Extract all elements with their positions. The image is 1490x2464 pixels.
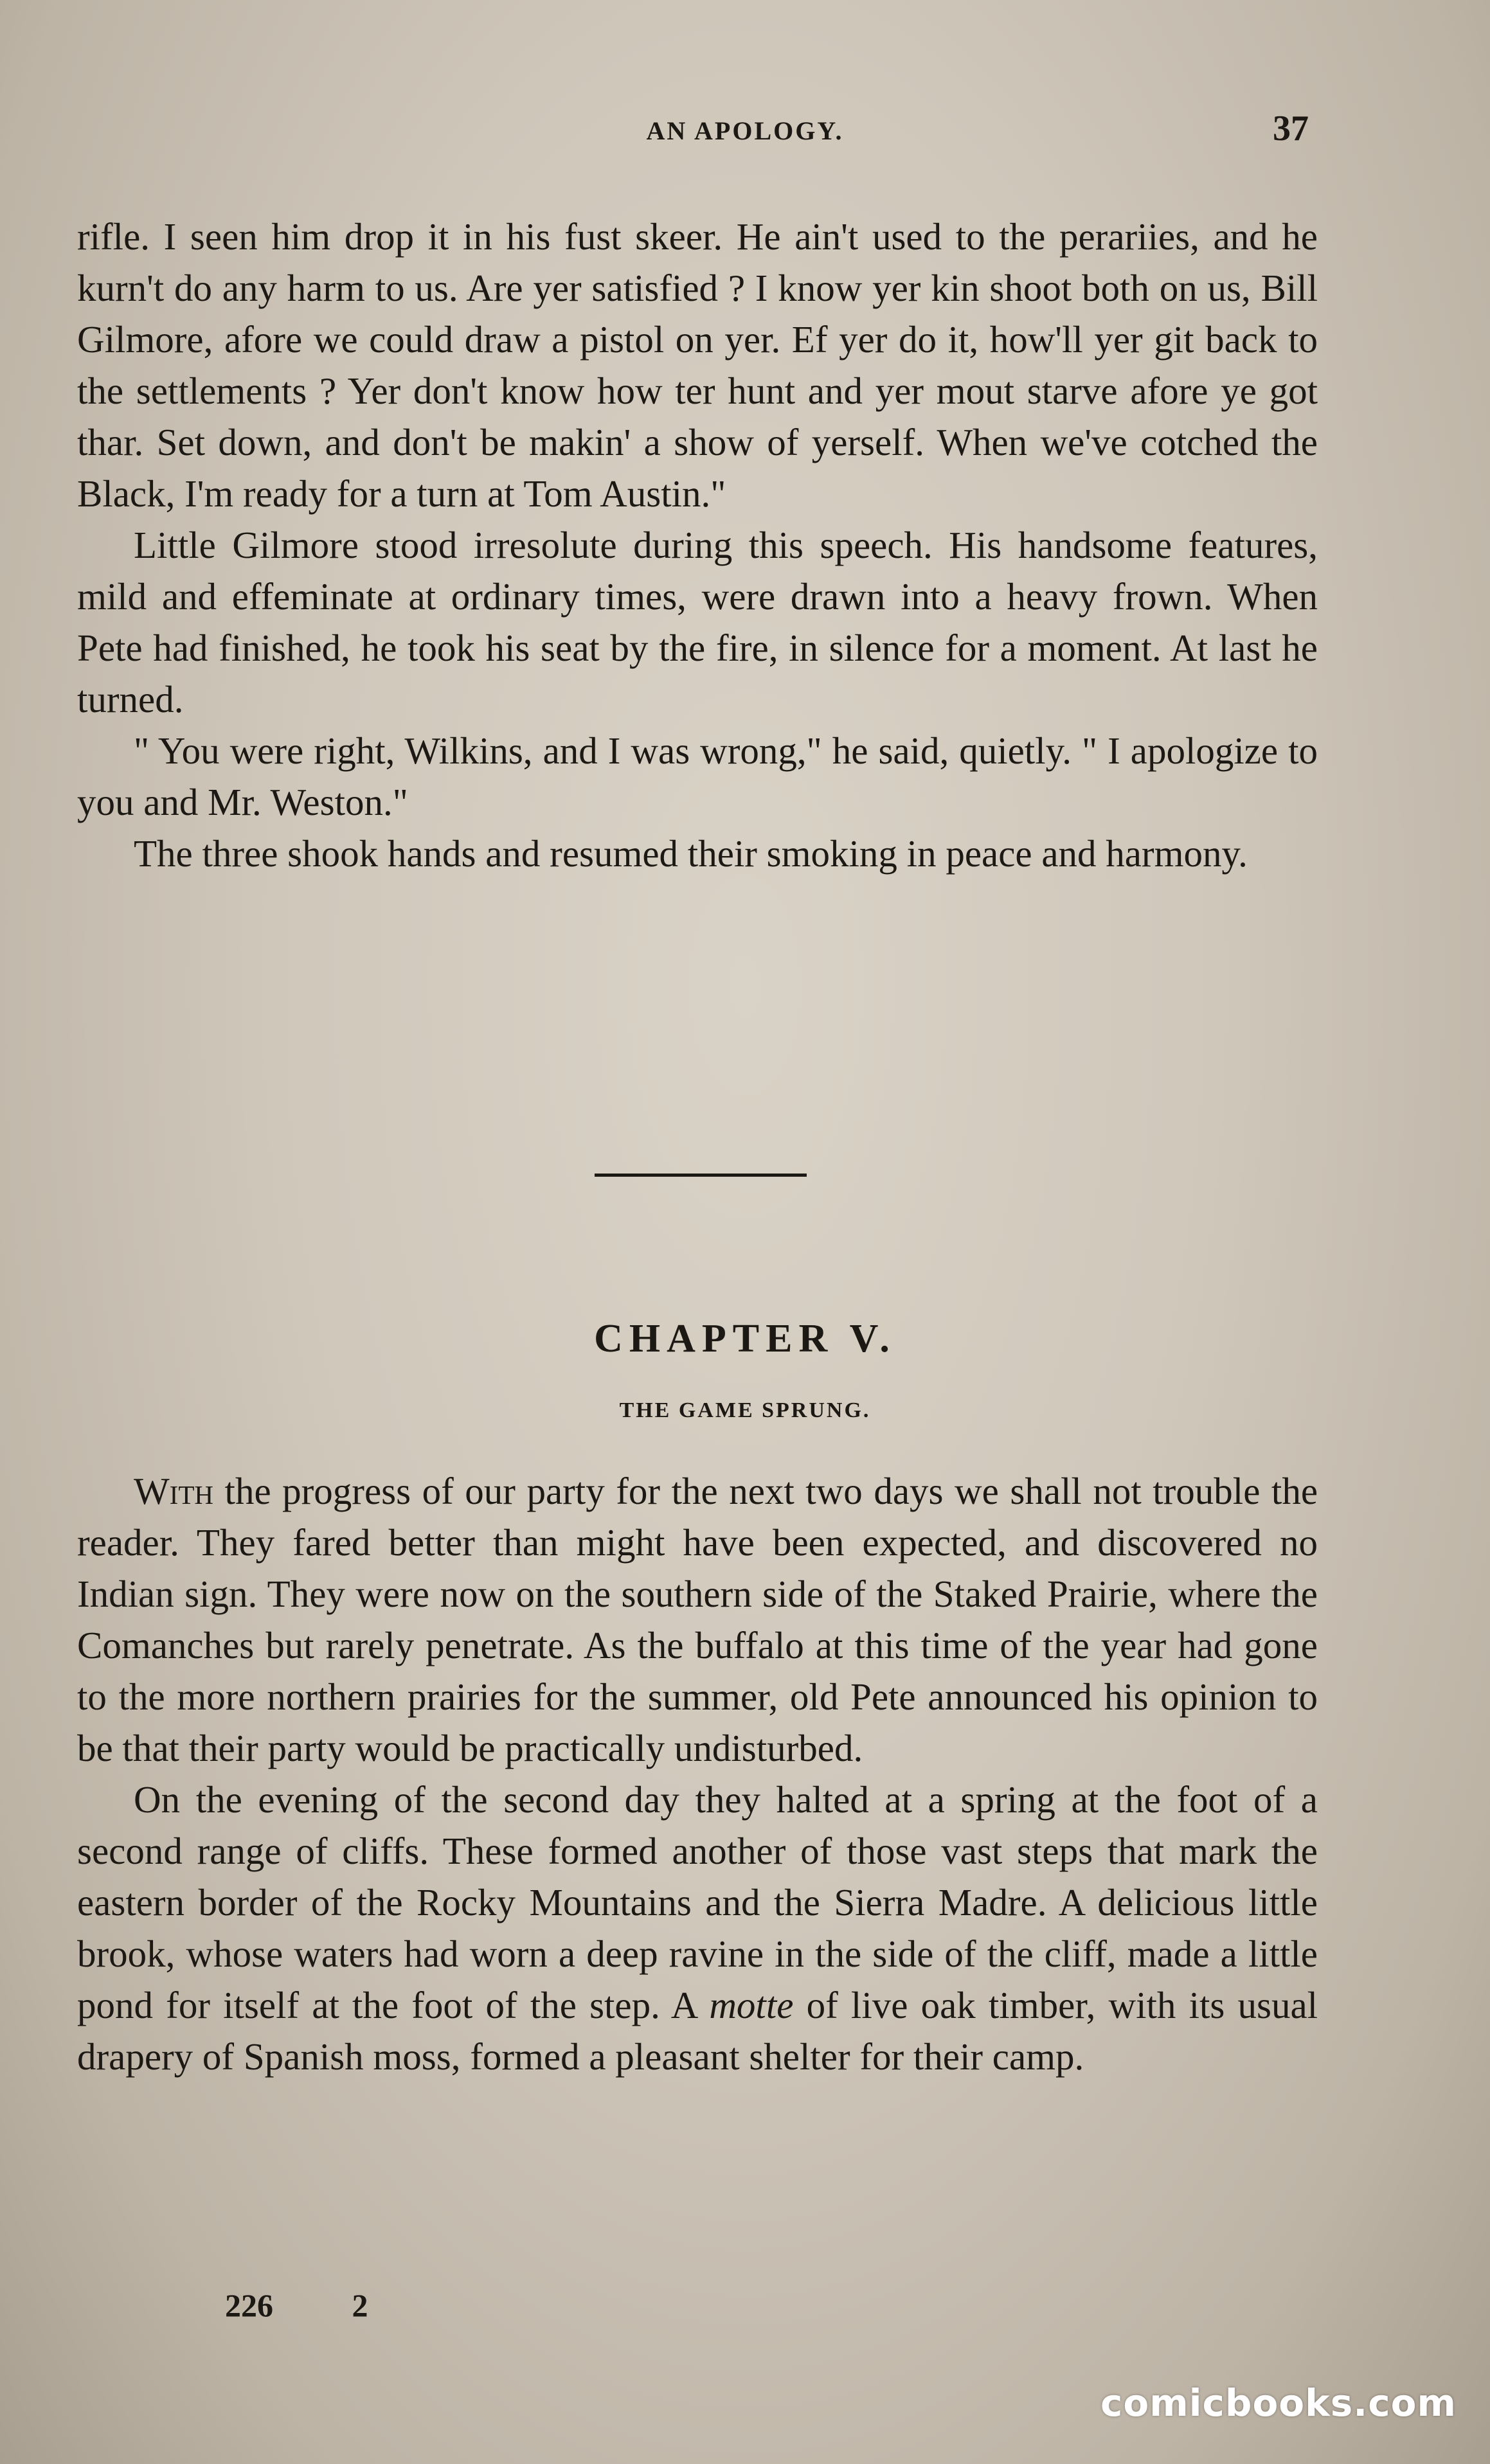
paragraph [77, 1774, 1318, 2082]
section-divider [595, 1174, 807, 1177]
text-section-2 [77, 1465, 1318, 2082]
chapter-heading: CHAPTER V. [594, 1317, 896, 1361]
text-section-1 [77, 211, 1318, 879]
page-number: 37 [1273, 109, 1309, 148]
paragraph-text: the progress of our party for the next two days we shall not trouble the reader. They fared better than might have been expected, and discovered no Indian sign. They were now on the southern side of the Staked Prairie, where the Comanches but rarely penetrate. As the buffalo at this time of the year had gone to the more northern prairies for the summer, old Pete announced his opinion to be that their party would be practically undisturbed. [77, 1470, 1318, 1769]
running-title: AN APOLOGY. [646, 116, 844, 145]
paragraph-text: On the evening of the second day they halted at a spring at the foot of a second range of cliffs. These formed another of those vast steps that mark the eastern border of the Rocky Mountains and the Sierra Madre. A delicious little brook, whose waters had worn a deep ravine in the side of the cliff, made a little pond for itself at the foot of the step. A [77, 1778, 1318, 2026]
italic-word: motte [709, 1984, 794, 2026]
paragraph [77, 1465, 1318, 1774]
paragraph: " You were right, Wilkins, and I was wrong," he said, quietly. " I apologize to you and Mr. Weston." [77, 729, 1318, 823]
paragraph: rifle. I seen him drop it in his fust skeer. He ain't used to the perariies, and he kurn't do any harm to us. Are yer satisfied ? I know yer kin shoot both on us, Bill Gilmore, afore we could draw a pistol on yer. Ef yer do it, how'll yer git back to the settlements ? Yer don't know how ter hunt and yer mout starve afore ye got thar. Set down, and don't be makin' a show of yerself. When we've cotched the Black, I'm ready for a turn at Tom Austin." [77, 215, 1318, 515]
signature-mark: 2 [352, 2287, 368, 2323]
paragraph-text: of live oak timber, with its usual drapery of Spanish moss, formed a pleasant shelter for their camp. [77, 1984, 1318, 2078]
signature-number: 226 [225, 2287, 273, 2323]
printer-signature [225, 2287, 368, 2324]
drop-word: With [134, 1470, 213, 1512]
paragraph: The three shook hands and resumed their smoking in peace and harmony. [134, 832, 1248, 875]
paragraph: Little Gilmore stood irresolute during this speech. His handsome features, mild and effeminate at ordinary times, were drawn into a heavy frown. When Pete had finished, he took his seat by the fire, in silence for a moment. At last he turned. [77, 524, 1318, 720]
chapter-subtitle: THE GAME SPRUNG. [619, 1398, 871, 1422]
watermark: comicbooks.com [1100, 2381, 1457, 2425]
